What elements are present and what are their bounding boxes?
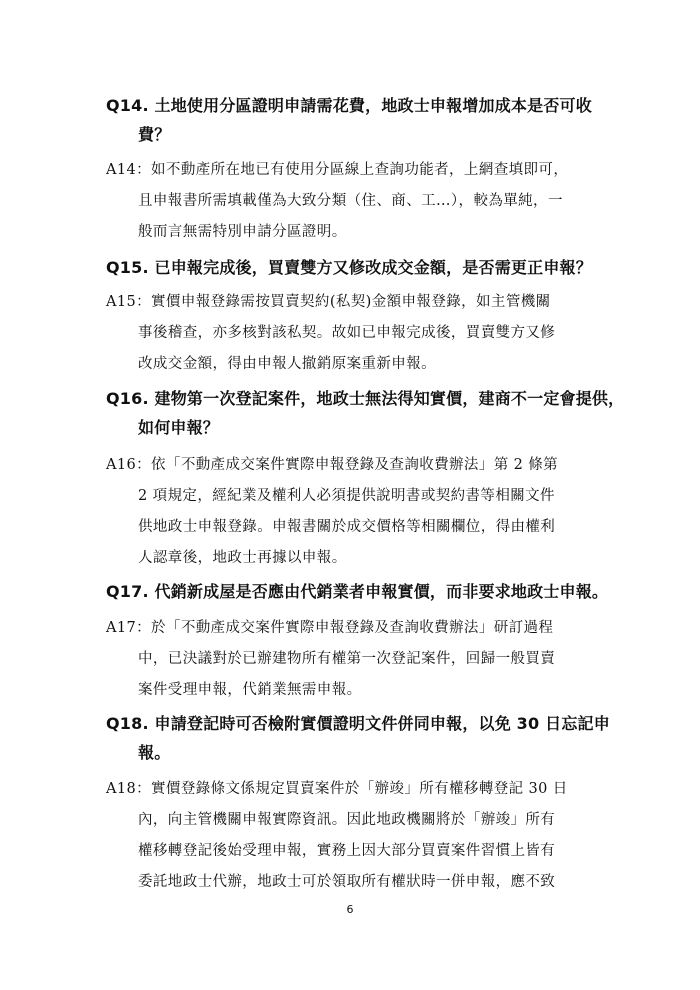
answer-line: A14：如不動產所在地已有使用分區線上查詢功能者，上網查填即可， — [106, 162, 569, 178]
answer-line: A16：依「不動產成交案件實際申報登錄及查詢收費辦法」第 2 條第 — [106, 457, 559, 473]
answer-line: 且申報書所需填載僅為大致分類（住、商、工…），較為單純，一 — [138, 193, 563, 209]
answer-a14 — [106, 155, 596, 248]
question-line: Q18. 申請登記時可否檢附實價證明文件併同申報，以免 30 日忘記申 — [106, 714, 610, 733]
question-q14 — [106, 91, 596, 149]
question-q17 — [106, 577, 609, 606]
question-line: 如何申報？ — [138, 418, 220, 437]
question-line: Q16. 建物第一次登記案件，地政士無法得知實價，建商不一定會提供， — [106, 389, 625, 408]
answer-line: A18：實價登錄條文係規定買賣案件於「辦竣」所有權移轉登記 30 日 — [106, 781, 568, 797]
answer-line: 中，已決議對於已辦建物所有權第一次登記案件，回歸一般買賣 — [138, 651, 556, 667]
answer-line: A15：實價申報登錄需按買賣契約(私契)金額申報登錄，如主管機關 — [106, 294, 551, 310]
answer-line: A17：於「不動產成交案件實際申報登錄及查詢收費辦法」研訂過程 — [106, 620, 554, 636]
answer-line: 般而言無需特別申請分區證明。 — [138, 224, 347, 240]
answer-a17 — [106, 613, 596, 706]
answer-line: 改成交金額，得由申報人撤銷原案重新申報。 — [138, 356, 436, 372]
page-number: 6 — [346, 903, 354, 916]
question-line: 報。 — [138, 743, 171, 762]
answer-line: 內，向主管機關申報實際資訊。因此地政機關將於「辦竣」所有 — [138, 812, 556, 828]
question-q15 — [106, 253, 596, 282]
answer-a16 — [106, 450, 596, 574]
answer-a15 — [106, 287, 596, 380]
answer-line: 供地政士申報登錄。申報書關於成交價格等相關欄位，得由權利 — [138, 519, 556, 535]
question-q18 — [106, 709, 610, 767]
question-line: Q17. 代銷新成屋是否應由代銷業者申報實價，而非要求地政士申報。 — [106, 582, 609, 601]
question-q16 — [106, 384, 625, 442]
question-line: Q14. 土地使用分區證明申請需花費，地政士申報增加成本是否可收 — [106, 96, 592, 115]
answer-line: 案件受理申報，代銷業無需申報。 — [138, 682, 362, 698]
answer-a18 — [106, 774, 596, 898]
answer-line: 委託地政士代辦，地政士可於領取所有權狀時一併申報，應不致 — [138, 874, 556, 890]
answer-line: 權移轉登記後始受理申報，實務上因大部分買賣案件習慣上皆有 — [138, 843, 556, 859]
answer-line: 事後稽查，亦多核對該私契。故如已申報完成後，買賣雙方又修 — [138, 325, 556, 341]
answer-line: 人認章後，地政士再據以申報。 — [138, 550, 347, 566]
question-line: Q15. 已申報完成後，買賣雙方又修改成交金額，是否需更正申報？ — [106, 258, 592, 277]
answer-line: 2 項規定，經紀業及權利人必須提供說明書或契約書等相關文件 — [138, 488, 555, 504]
question-line: 費？ — [138, 125, 171, 144]
